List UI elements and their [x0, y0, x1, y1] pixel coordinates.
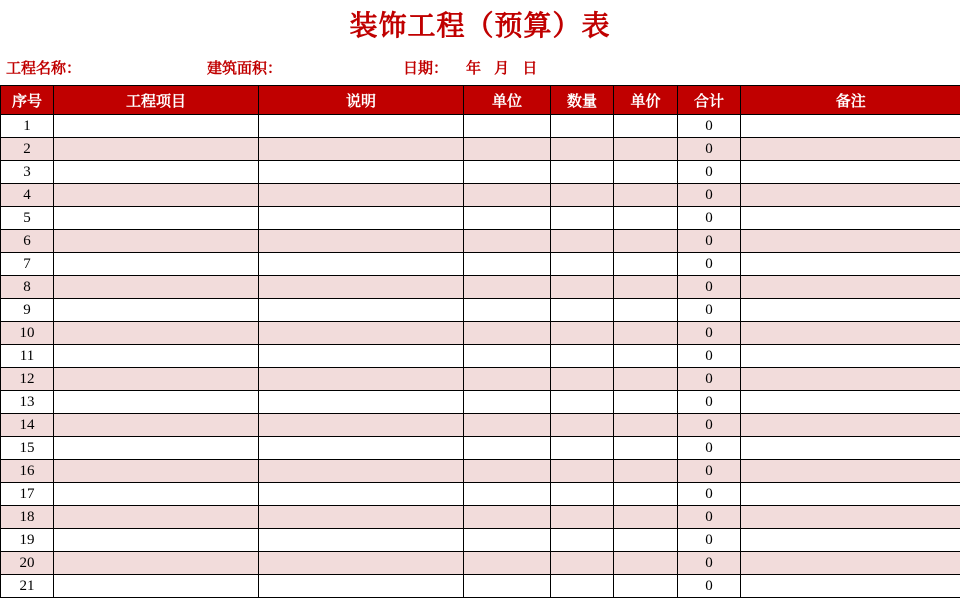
- description-cell: [259, 299, 464, 322]
- row-number-cell: 1: [1, 115, 54, 138]
- description-cell: [259, 575, 464, 598]
- unit-cell: [464, 253, 551, 276]
- unit-cell: [464, 161, 551, 184]
- description-cell: [259, 276, 464, 299]
- header-total: 合计: [678, 86, 741, 115]
- table-row: [1, 161, 960, 184]
- project-cell: [54, 552, 259, 575]
- unit-cell: [464, 115, 551, 138]
- table-row: [1, 460, 960, 483]
- description-cell: [259, 506, 464, 529]
- unit-price-cell: [614, 322, 678, 345]
- table-row: [1, 529, 960, 552]
- project-cell: [54, 184, 259, 207]
- total-cell: 0: [678, 299, 741, 322]
- quantity-cell: [551, 483, 614, 506]
- quantity-cell: [551, 161, 614, 184]
- total-cell: 0: [678, 483, 741, 506]
- unit-price-cell: [614, 253, 678, 276]
- header-note: 备注: [741, 86, 960, 115]
- project-cell: [54, 253, 259, 276]
- note-cell: [741, 460, 960, 483]
- quantity-cell: [551, 184, 614, 207]
- header-no: 序号: [1, 86, 54, 115]
- project-cell: [54, 575, 259, 598]
- project-name-label: 工程名称：: [6, 60, 82, 77]
- unit-price-cell: [614, 207, 678, 230]
- project-cell: [54, 483, 259, 506]
- unit-price-cell: [614, 138, 678, 161]
- unit-price-cell: [614, 115, 678, 138]
- project-cell: [54, 322, 259, 345]
- total-cell: 0: [678, 207, 741, 230]
- note-cell: [741, 115, 960, 138]
- project-cell: [54, 345, 259, 368]
- quantity-cell: [551, 529, 614, 552]
- quantity-cell: [551, 391, 614, 414]
- row-number-cell: 16: [1, 460, 54, 483]
- total-cell: 0: [678, 322, 741, 345]
- quantity-cell: [551, 253, 614, 276]
- description-cell: [259, 184, 464, 207]
- total-cell: 0: [678, 276, 741, 299]
- unit-cell: [464, 506, 551, 529]
- date-placeholder: 年 月 日: [466, 60, 538, 77]
- total-cell: 0: [678, 345, 741, 368]
- description-cell: [259, 529, 464, 552]
- row-number-cell: 4: [1, 184, 54, 207]
- table-row: [1, 115, 960, 138]
- quantity-cell: [551, 322, 614, 345]
- row-number-cell: 5: [1, 207, 54, 230]
- row-number-cell: 7: [1, 253, 54, 276]
- unit-price-cell: [614, 345, 678, 368]
- description-cell: [259, 437, 464, 460]
- row-number-cell: 13: [1, 391, 54, 414]
- unit-price-cell: [614, 276, 678, 299]
- unit-cell: [464, 414, 551, 437]
- note-cell: [741, 138, 960, 161]
- quantity-cell: [551, 115, 614, 138]
- row-number-cell: 18: [1, 506, 54, 529]
- quantity-cell: [551, 299, 614, 322]
- unit-cell: [464, 483, 551, 506]
- description-cell: [259, 391, 464, 414]
- note-cell: [741, 253, 960, 276]
- note-cell: [741, 483, 960, 506]
- project-cell: [54, 460, 259, 483]
- page-title: 装饰工程（预算）表: [349, 10, 611, 41]
- note-cell: [741, 506, 960, 529]
- unit-cell: [464, 276, 551, 299]
- table-row: [1, 184, 960, 207]
- note-cell: [741, 207, 960, 230]
- unit-cell: [464, 391, 551, 414]
- note-cell: [741, 437, 960, 460]
- date-label: 日期：: [403, 60, 449, 77]
- table-row: [1, 506, 960, 529]
- total-cell: 0: [678, 253, 741, 276]
- table-row: [1, 230, 960, 253]
- unit-price-cell: [614, 575, 678, 598]
- project-cell: [54, 391, 259, 414]
- description-cell: [259, 161, 464, 184]
- note-cell: [741, 529, 960, 552]
- project-cell: [54, 161, 259, 184]
- description-cell: [259, 414, 464, 437]
- row-number-cell: 10: [1, 322, 54, 345]
- description-cell: [259, 230, 464, 253]
- note-cell: [741, 299, 960, 322]
- table-row: [1, 138, 960, 161]
- unit-cell: [464, 437, 551, 460]
- row-number-cell: 8: [1, 276, 54, 299]
- header-unit: 单位: [464, 86, 551, 115]
- row-number-cell: 15: [1, 437, 54, 460]
- unit-price-cell: [614, 460, 678, 483]
- project-cell: [54, 138, 259, 161]
- unit-price-cell: [614, 299, 678, 322]
- table-row: [1, 437, 960, 460]
- unit-price-cell: [614, 368, 678, 391]
- unit-cell: [464, 184, 551, 207]
- row-number-cell: 2: [1, 138, 54, 161]
- description-cell: [259, 483, 464, 506]
- note-cell: [741, 276, 960, 299]
- table-row: [1, 391, 960, 414]
- total-cell: 0: [678, 552, 741, 575]
- table-row: [1, 575, 960, 598]
- header-unit-price: 单价: [614, 86, 678, 115]
- table-row: [1, 299, 960, 322]
- info-row: [0, 57, 960, 81]
- description-cell: [259, 115, 464, 138]
- unit-cell: [464, 529, 551, 552]
- total-cell: 0: [678, 230, 741, 253]
- quantity-cell: [551, 345, 614, 368]
- total-cell: 0: [678, 414, 741, 437]
- project-cell: [54, 115, 259, 138]
- table-row: [1, 414, 960, 437]
- row-number-cell: 20: [1, 552, 54, 575]
- quantity-cell: [551, 276, 614, 299]
- row-number-cell: 3: [1, 161, 54, 184]
- note-cell: [741, 345, 960, 368]
- unit-price-cell: [614, 161, 678, 184]
- description-cell: [259, 345, 464, 368]
- quantity-cell: [551, 460, 614, 483]
- unit-cell: [464, 207, 551, 230]
- quantity-cell: [551, 414, 614, 437]
- total-cell: 0: [678, 138, 741, 161]
- description-cell: [259, 460, 464, 483]
- table-row: [1, 207, 960, 230]
- unit-price-cell: [614, 552, 678, 575]
- total-cell: 0: [678, 575, 741, 598]
- description-cell: [259, 253, 464, 276]
- row-number-cell: 12: [1, 368, 54, 391]
- unit-cell: [464, 138, 551, 161]
- unit-cell: [464, 230, 551, 253]
- unit-price-cell: [614, 230, 678, 253]
- quantity-cell: [551, 207, 614, 230]
- unit-price-cell: [614, 184, 678, 207]
- building-area-label: 建筑面积：: [207, 60, 283, 77]
- unit-cell: [464, 368, 551, 391]
- note-cell: [741, 322, 960, 345]
- quantity-cell: [551, 368, 614, 391]
- unit-price-cell: [614, 414, 678, 437]
- quantity-cell: [551, 437, 614, 460]
- project-cell: [54, 276, 259, 299]
- unit-cell: [464, 460, 551, 483]
- table-body: [1, 115, 960, 598]
- note-cell: [741, 575, 960, 598]
- row-number-cell: 9: [1, 299, 54, 322]
- note-cell: [741, 161, 960, 184]
- table-row: [1, 345, 960, 368]
- unit-price-cell: [614, 391, 678, 414]
- table-row: [1, 276, 960, 299]
- description-cell: [259, 368, 464, 391]
- total-cell: 0: [678, 184, 741, 207]
- row-number-cell: 17: [1, 483, 54, 506]
- table-row: [1, 552, 960, 575]
- quantity-cell: [551, 506, 614, 529]
- header-quantity: 数量: [551, 86, 614, 115]
- header-row: [1, 86, 960, 115]
- row-number-cell: 14: [1, 414, 54, 437]
- total-cell: 0: [678, 115, 741, 138]
- unit-price-cell: [614, 437, 678, 460]
- row-number-cell: 19: [1, 529, 54, 552]
- total-cell: 0: [678, 460, 741, 483]
- unit-price-cell: [614, 483, 678, 506]
- row-number-cell: 21: [1, 575, 54, 598]
- total-cell: 0: [678, 368, 741, 391]
- total-cell: 0: [678, 391, 741, 414]
- table-row: [1, 368, 960, 391]
- table-row: [1, 483, 960, 506]
- total-cell: 0: [678, 506, 741, 529]
- project-cell: [54, 207, 259, 230]
- unit-cell: [464, 575, 551, 598]
- header-description: 说明: [259, 86, 464, 115]
- quantity-cell: [551, 575, 614, 598]
- project-cell: [54, 529, 259, 552]
- quantity-cell: [551, 138, 614, 161]
- total-cell: 0: [678, 529, 741, 552]
- total-cell: 0: [678, 161, 741, 184]
- note-cell: [741, 184, 960, 207]
- project-cell: [54, 437, 259, 460]
- project-cell: [54, 368, 259, 391]
- table-row: [1, 322, 960, 345]
- note-cell: [741, 552, 960, 575]
- note-cell: [741, 391, 960, 414]
- row-number-cell: 6: [1, 230, 54, 253]
- description-cell: [259, 322, 464, 345]
- note-cell: [741, 414, 960, 437]
- unit-price-cell: [614, 506, 678, 529]
- description-cell: [259, 552, 464, 575]
- unit-price-cell: [614, 529, 678, 552]
- budget-table: [0, 85, 960, 598]
- quantity-cell: [551, 230, 614, 253]
- description-cell: [259, 207, 464, 230]
- project-cell: [54, 414, 259, 437]
- unit-cell: [464, 345, 551, 368]
- table-row: [1, 253, 960, 276]
- project-cell: [54, 299, 259, 322]
- note-cell: [741, 368, 960, 391]
- row-number-cell: 11: [1, 345, 54, 368]
- description-cell: [259, 138, 464, 161]
- project-cell: [54, 230, 259, 253]
- unit-cell: [464, 322, 551, 345]
- total-cell: 0: [678, 437, 741, 460]
- project-cell: [54, 506, 259, 529]
- unit-cell: [464, 299, 551, 322]
- quantity-cell: [551, 552, 614, 575]
- header-project: 工程项目: [54, 86, 259, 115]
- unit-cell: [464, 552, 551, 575]
- note-cell: [741, 230, 960, 253]
